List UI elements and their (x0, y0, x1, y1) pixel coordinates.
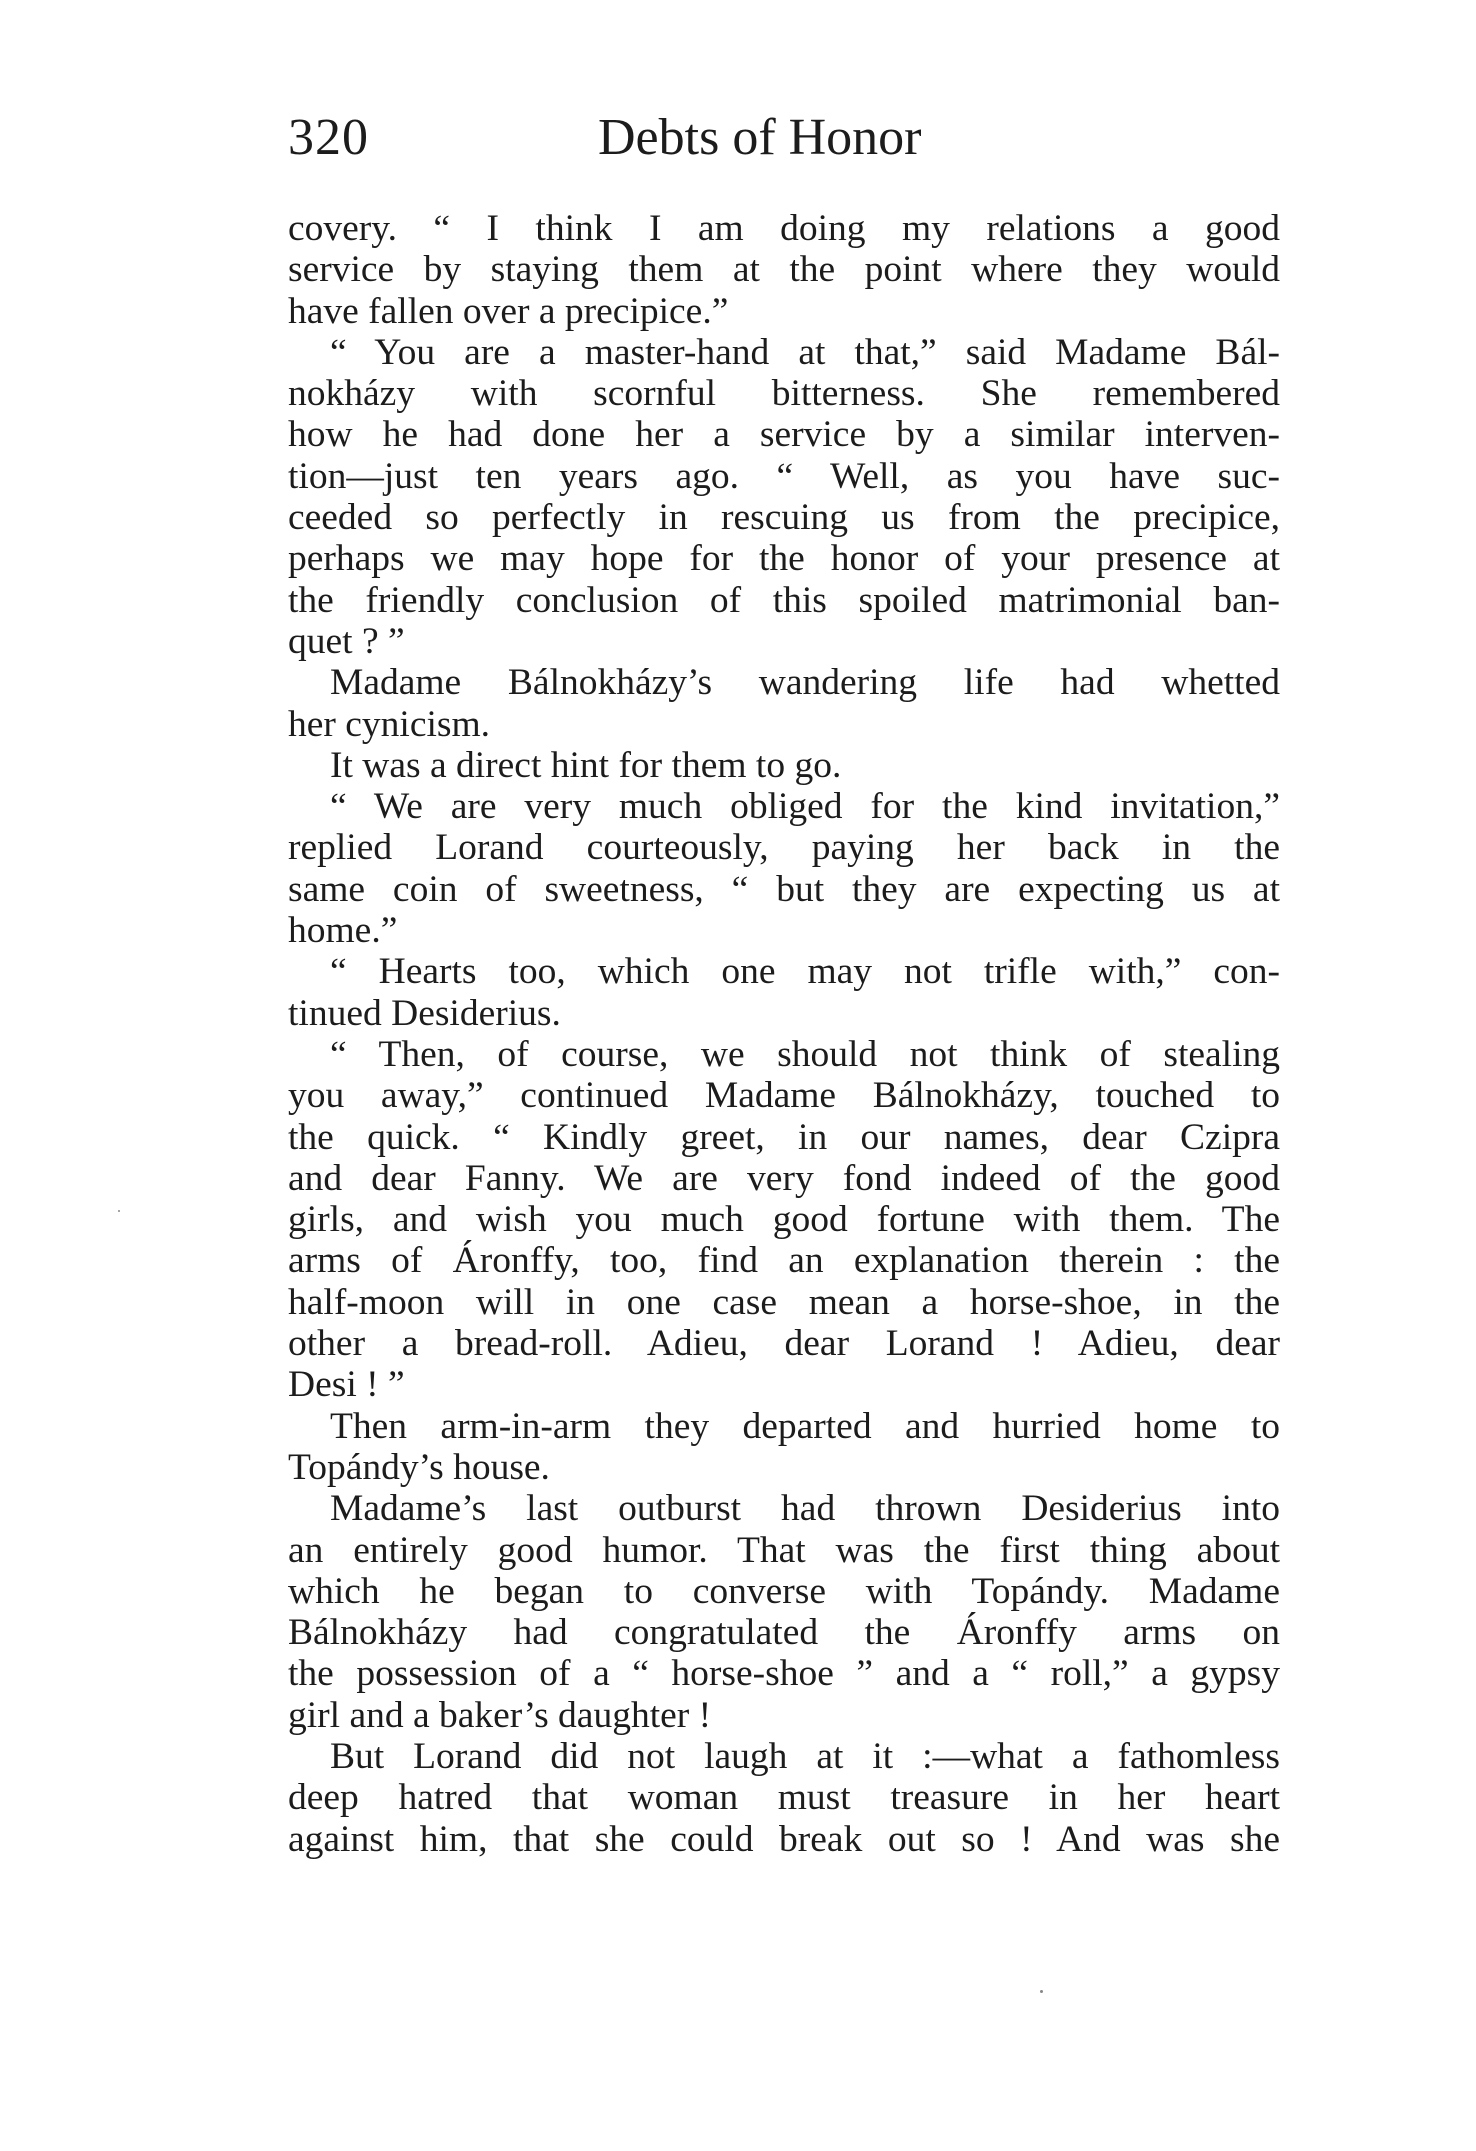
page-number: 320 (288, 109, 369, 166)
text-line: the friendly conclusion of this spoiled matrimonial ban- (288, 579, 1280, 621)
text-line: service by staying them at the point where they would (288, 249, 1280, 291)
text-line: have fallen over a precipice.” (288, 290, 729, 332)
text-line: replied Lorand courteously, paying her back in the (288, 827, 1280, 869)
paper-speck (1040, 1990, 1043, 1993)
text-line: covery. “ I think I am doing my relations a good (288, 208, 1280, 249)
text-line: Desi ! ” (288, 1364, 405, 1406)
text-line: same coin of sweetness, “ but they are expecting us at (288, 868, 1280, 910)
text-line: Madame Bálnokházy’s wandering life had whetted (330, 662, 1280, 704)
text-line: and dear Fanny. We are very fond indeed of the good (288, 1157, 1280, 1199)
text-line: quet ? ” (288, 620, 405, 662)
text-line: Bálnokházy had congratulated the Áronffy arms on (288, 1612, 1280, 1654)
text-line: “ Hearts too, which one may not trifle with,” con- (330, 951, 1280, 993)
text-line: nokházy with scornful bitterness. She remembered (288, 373, 1280, 415)
text-line: you away,” continued Madame Bálnokházy, touched to (288, 1075, 1280, 1117)
text-line: arms of Áronffy, too, find an explanation therein : the (288, 1240, 1280, 1282)
text-line: “ Then, of course, we should not think of stealing (330, 1033, 1280, 1075)
text-line: It was a direct hint for them to go. (330, 744, 842, 786)
text-line: ceeded so perfectly in rescuing us from the precipice, (288, 497, 1280, 539)
text-line: how he had done her a service by a similar interven- (288, 414, 1280, 456)
text-line: the quick. “ Kindly greet, in our names, dear Czipra (288, 1116, 1280, 1158)
running-head: Debts of Honor (598, 109, 922, 166)
text-line: But Lorand did not laugh at it :—what a fathomless (330, 1735, 1280, 1777)
text-line: against him, that she could break out so ! And was she (288, 1818, 1280, 1860)
text-line: the possession of a “ horse-shoe ” and a “ roll,” a gypsy (288, 1653, 1280, 1695)
text-line: half-moon will in one case mean a horse-shoe, in the (288, 1281, 1280, 1323)
text-line: tinued Desiderius. (288, 992, 561, 1034)
text-line: girls, and wish you much good fortune with them. The (288, 1199, 1280, 1241)
paper-speck (118, 1210, 120, 1212)
text-line: Madame’s last outburst had thrown Desiderius into (330, 1488, 1280, 1530)
text-line: home.” (288, 910, 398, 952)
text-line: “ You are a master-hand at that,” said Madame Bál- (330, 331, 1280, 373)
body-text (288, 208, 1280, 1860)
text-line: deep hatred that woman must treasure in her heart (288, 1777, 1280, 1819)
text-line: Topándy’s house. (288, 1446, 550, 1488)
text-line: her cynicism. (288, 703, 491, 745)
text-line: other a bread-roll. Adieu, dear Lorand ! Adieu, dear (288, 1323, 1280, 1365)
text-line: Then arm-in-arm they departed and hurried home to (330, 1405, 1280, 1447)
text-line: girl and a baker’s daughter ! (288, 1694, 712, 1736)
text-line: an entirely good humor. That was the first thing about (288, 1529, 1280, 1571)
text-line: tion—just ten years ago. “ Well, as you have suc- (288, 455, 1280, 497)
text-line: which he began to converse with Topándy. Madame (288, 1570, 1280, 1612)
text-line: “ We are very much obliged for the kind invitation,” (330, 786, 1280, 828)
text-line: perhaps we may hope for the honor of your presence at (288, 538, 1280, 580)
page-header (288, 108, 1288, 188)
